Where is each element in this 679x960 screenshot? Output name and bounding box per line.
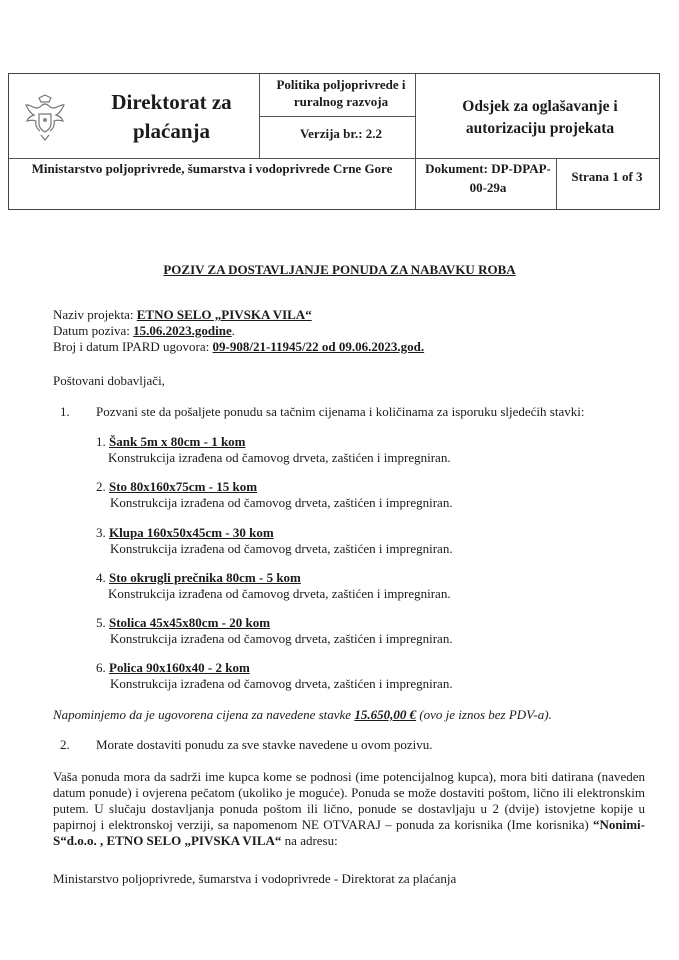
submission-paragraph: Vaša ponuda mora da sadrži ime kupca kome se podnosi (ime potencijalnog kupca), mora biti datirana (naveden datum ponude) i ovjerena pečatom (ukoliko je moguće). Ponuda se može dostaviti poštom, lično ili elektronskim putem. U slučaju dostavljanja ponuda poštom ili lično, ponude se dostavljaju u 2 (dvije) istovjetne kopije u papirnoj i elektronskoj verziji, sa napomenom NE OTVARAJ – ponuda za korisnika (Ime korisnika) “Nonimi-S“d.o.o. , ETNO SELO „PIVSKA VILA“ na adresu: [53,769,645,848]
document-header [8,73,660,210]
item-description: Konstrukcija izrađena od čamovog drveta, zaštićen i impregniran. [110,676,453,691]
policy-label: Politika poljoprivrede i ruralnog razvoja [276,77,406,109]
price-note: Napominjemo da je ugovorena cijena za navedene stavke 15.650,00 € (ovo je iznos bez PDV-a). [53,707,552,722]
item-name: Sto 80x160x75cm - 15 kom [109,479,258,494]
contract-line: Broj i datum IPARD ugovora: 09-908/21-11945/22 od 09.06.2023.god. [53,339,425,354]
coat-of-arms-icon [25,94,65,142]
item-description: Konstrukcija izrađena od čamovog drveta, zaštićen i impregniran. [108,586,451,601]
invitation-date-line: Datum poziva: 15.06.2023.godine. [53,323,235,338]
item-name: Polica 90x160x40 - 2 kom [109,660,250,675]
ministry-label: Ministarstvo poljoprivrede, šumarstva i vodoprivrede Crne Gore [31,161,393,176]
point-2-text: Morate dostaviti ponudu za sve stavke navedene u ovom pozivu. [96,737,433,752]
project-name: ETNO SELO „PIVSKA VILA“ [136,307,312,322]
item-name: Stolica 45x45x80cm - 20 kom [109,615,271,630]
directorate-title: Direktorat za plaćanja [111,90,232,143]
footer-address: Ministarstvo poljoprivrede, šumarstva i vodoprivrede - Direktorat za plaćanja [53,871,457,886]
item-name: Sto okrugli prečnika 80cm - 5 kom [109,570,301,585]
point-1-text: Pozvani ste da pošaljete ponudu sa tačnim cijenama i količinama za isporuku sljedećih stavki: [96,404,585,419]
point-2-number: 2. [60,737,70,752]
greeting: Poštovani dobavljači, [53,373,165,388]
beneficiary-name: “Nonimi-S“d.o.o. , ETNO SELO „PIVSKA VILA“ [53,817,645,848]
item-name: Klupa 160x50x45cm - 30 kom [109,525,274,540]
invitation-date: 15.06.2023.godine [133,323,232,338]
item-description: Konstrukcija izrađena od čamovog drveta, zaštićen i impregniran. [110,631,453,646]
version-label: Verzija br.: 2.2 [299,126,383,141]
item-description: Konstrukcija izrađena od čamovog drveta, zaštićen i impregniran. [108,450,451,465]
point-1-number: 1. [60,404,70,419]
contract-amount: 15.650,00 € [354,707,417,722]
item-name: Šank 5m x 80cm - 1 kom [109,434,246,449]
page-number: Strana 1 of 3 [571,169,643,184]
document-code: Dokument: DP-DPAP-00-29a [425,161,551,195]
contract-number: 09-908/21-11945/22 od 09.06.2023.god. [212,339,425,354]
item-description: Konstrukcija izrađena od čamovog drveta, zaštićen i impregniran. [110,495,453,510]
document-title: POZIV ZA DOSTAVLJANJE PONUDA ZA NABAVKU ROBA [163,262,516,277]
project-name-line: Naziv projekta: ETNO SELO „PIVSKA VILA“ [53,307,312,322]
item-description: Konstrukcija izrađena od čamovog drveta, zaštićen i impregniran. [110,541,453,556]
department-label: Odsjek za oglašavanje i autorizaciju projekata [462,98,618,137]
